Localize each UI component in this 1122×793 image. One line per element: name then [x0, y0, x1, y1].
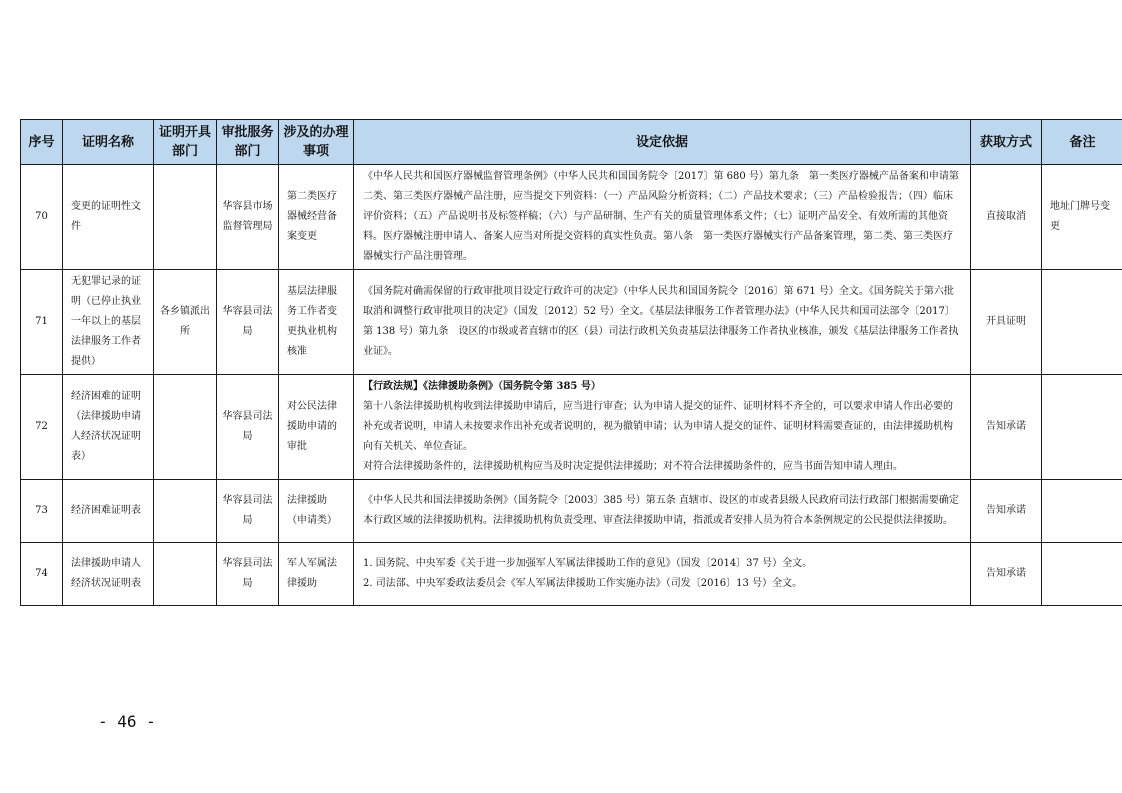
row-basis: [354, 165, 971, 270]
basis-line: 1. 国务院、中央军委《关于进一步加强军人军属法律援助工作的意见》（国发〔2014〕37 号）全文。: [363, 558, 813, 569]
basis-line: 第十八条法律援助机构收到法律援助申请后，应当进行审查；认为申请人提交的证件、证明材料不齐全的，可以要求申请人作出必要的补充或者说明，申请人未按要求作出补充或者说明的，视为撤销申请；认为申请人提交的证件、证明材料需要查证的，由法律援助机构向有关机关、单位查证。: [363, 401, 953, 452]
row-note: [1042, 480, 1122, 543]
row-note: 地址门牌号变更: [1042, 165, 1122, 270]
row-no: 73: [21, 480, 63, 543]
basis-line: 对符合法律援助条件的，法律援助机构应当及时决定提供法律援助；对不符合法律援助条件的，应当书面告知申请人理由。: [363, 461, 903, 472]
basis-line: 《中华人民共和国医疗器械监督管理条例》（中华人民共和国国务院令〔2017〕第 680 号）第九条 第一类医疗器械产品备案和申请第二类、第三类医疗器械产品注册，应当提交下列资料：（一）产品风险分析资料；（二）产品技术要求；（三）产品检验报告；（四）临床评价资料；（五）产品说明书及标签样稿；（六）与产品研制、生产有关的质量管理体系文件；（七）证明产品安全、有效所需的其他资料。医疗器械注册申请人、备案人应当对所提交资料的真实性负责。第八条 第一类医疗器械实行产品备案管理，第二类、第三类医疗器械实行产品注册管理。: [363, 171, 959, 262]
header-no: 序号: [21, 120, 63, 165]
row-no: 74: [21, 543, 63, 606]
row-no: 70: [21, 165, 63, 270]
basis-line: 《国务院对确需保留的行政审批项目设定行政许可的决定》（中华人民共和国国务院令〔2016〕第 671 号）全文。《国务院关于第六批取消和调整行政审批项目的决定》（国发〔2012〕52 号）全文。《基层法律服务工作者管理办法》（中华人民共和国司法部令〔2017〕第 138 号）第九条 设区的市级或者直辖市的区（县）司法行政机关负责基层法律服务工作者执业核准，颁发《基层法律服务工作者执业证》。: [363, 286, 959, 357]
row-basis: [354, 480, 971, 543]
row-method: 开具证明: [971, 270, 1042, 375]
row-issuer: 各乡镇派出所: [154, 270, 217, 375]
row-note: [1042, 375, 1122, 480]
row-dept: 华容县司法局: [217, 543, 279, 606]
row-matter: 基层法律服务工作者变更执业机构核准: [279, 270, 354, 375]
basis-line: 【行政法规】《法律援助条例》（国务院令第 385 号）: [363, 381, 601, 392]
header-issuer: 证明开具部门: [154, 120, 217, 165]
row-matter: 第二类医疗器械经营备案变更: [279, 165, 354, 270]
row-name: 无犯罪记录的证明（已停止执业一年以上的基层法律服务工作者提供）: [63, 270, 154, 375]
header-name: 证明名称: [63, 120, 154, 165]
row-method: 告知承诺: [971, 543, 1042, 606]
header-matter: 涉及的办理事项: [279, 120, 354, 165]
row-method: 告知承诺: [971, 375, 1042, 480]
certificate-table: [20, 119, 1122, 606]
header-note: 备注: [1042, 120, 1122, 165]
header-method: 获取方式: [971, 120, 1042, 165]
basis-line: 《中华人民共和国法律援助条例》（国务院令〔2003〕385 号）第五条 直辖市、设区的市或者县级人民政府司法行政部门根据需要确定本行政区域的法律援助机构。法律援助机构负责受理、审查法律援助申请，指派或者安排人员为符合本条例规定的公民提供法律援助。: [363, 495, 959, 526]
table-row: [21, 480, 1122, 543]
row-dept: 华容县司法局: [217, 270, 279, 375]
table-row: [21, 375, 1122, 480]
row-matter: 法律援助（申请类）: [279, 480, 354, 543]
page-number: - 46 -: [98, 712, 156, 731]
table-header-row: [21, 120, 1122, 165]
row-issuer: [154, 165, 217, 270]
row-dept: 华容县市场监督管理局: [217, 165, 279, 270]
header-basis: 设定依据: [354, 120, 971, 165]
row-name: 变更的证明性文件: [63, 165, 154, 270]
table-row: [21, 270, 1122, 375]
row-note: [1042, 270, 1122, 375]
row-issuer: [154, 480, 217, 543]
row-dept: 华容县司法局: [217, 480, 279, 543]
row-basis: [354, 543, 971, 606]
row-name: 法律援助申请人经济状况证明表: [63, 543, 154, 606]
header-dept: 审批服务部门: [217, 120, 279, 165]
row-method: 直接取消: [971, 165, 1042, 270]
row-matter: 军人军属法律援助: [279, 543, 354, 606]
row-issuer: [154, 543, 217, 606]
row-name: 经济困难证明表: [63, 480, 154, 543]
row-issuer: [154, 375, 217, 480]
table-row: [21, 165, 1122, 270]
table-row: [21, 543, 1122, 606]
row-basis: [354, 270, 971, 375]
row-no: 71: [21, 270, 63, 375]
row-matter: 对公民法律援助申请的审批: [279, 375, 354, 480]
row-method: 告知承诺: [971, 480, 1042, 543]
row-no: 72: [21, 375, 63, 480]
row-note: [1042, 543, 1122, 606]
row-name: 经济困难的证明（法律援助申请人经济状况证明表）: [63, 375, 154, 480]
row-dept: 华容县司法局: [217, 375, 279, 480]
row-basis: [354, 375, 971, 480]
basis-line: 2. 司法部、中央军委政法委员会《军人军属法律援助工作实施办法》（司发〔2016〕13 号）全文。: [363, 578, 803, 589]
